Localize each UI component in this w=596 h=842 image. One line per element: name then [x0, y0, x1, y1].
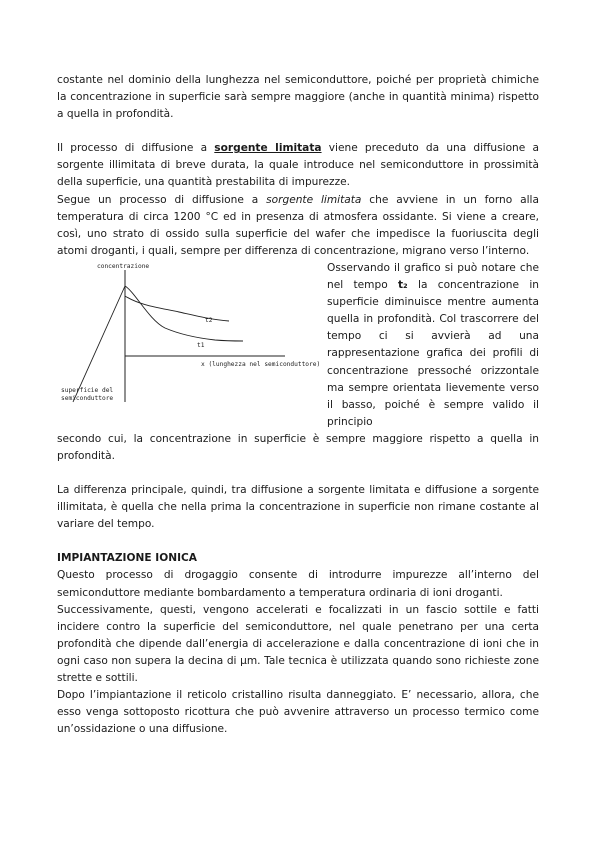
- paragraph-2-text: Il processo di diffusione a: [57, 142, 215, 155]
- paragraph-5: La differenza principale, quindi, tra diffusione a sorgente limitata e diffusione a sorgente illimitata, è quella che nella prima la concentrazione in superficie non rimane costante al variare del tempo.: [57, 484, 539, 531]
- paragraph-3: [57, 192, 539, 260]
- paragraph-3-text-end: che avviene in un forno alla temperatura di circa 1200 °C ed in presenza di atmosfera ossidante. Si viene a creare, così, uno strato di ossido sulla superficie del wafer che impedisce la fuoriuscita degli atomi droganti, i quali, sempre per differenza di concentrazione, migrano verso l’interno.: [57, 193, 539, 257]
- curve-t2: [125, 296, 229, 321]
- paragraph-6: Questo processo di drogaggio consente di introdurre impurezze all’interno del semiconduttore mediante bombardamento a temperatura ordinaria di ioni droganti.: [57, 569, 539, 599]
- paragraph-7: Successivamente, questi, vengono accelerati e focalizzati in un fascio sottile e fatti incidere contro la superficie del semiconduttore, nel quale penetrano per una certa profondità che dipende dall’energia di accelerazione e dalla concentrazione di ioni che in ogni caso non supera la decina di µm. Tale tecnica è utilizzata quando sono richieste zone strette e sottili.: [57, 603, 539, 684]
- paragraph-1: costante nel dominio della lunghezza nel semiconduttore, poiché per proprietà chimiche la concentrazione in superficie sarà sempre maggiore (anche in quantità minima) rispetto a quella in profondità.: [57, 74, 539, 121]
- figure-row: [57, 260, 539, 431]
- surface-label-line-1: superficie del: [61, 386, 114, 394]
- document-page: [57, 72, 539, 738]
- paragraph-2-text-end: viene preceduto da una diffusione a sorgente illimitata di breve durata, la quale introduce nel semiconduttore in prossimità della superficie, una quantità prestabilita di impurezze.: [57, 142, 539, 189]
- graph-description: [327, 260, 539, 431]
- surface-line: [73, 286, 125, 402]
- curve-t2-label: t2: [205, 316, 213, 324]
- bold-t2: t₂: [397, 279, 408, 292]
- italic-term: sorgente limitata: [266, 193, 362, 206]
- curve-t1-label: t1: [197, 341, 205, 349]
- underlined-term: sorgente limitata: [214, 142, 322, 155]
- graph-svg: [57, 260, 327, 410]
- y-axis-label: concentrazione: [97, 262, 150, 270]
- surface-label-line-2: semiconduttore: [61, 394, 114, 402]
- paragraph-3-text: Segue un processo di diffusione a: [57, 193, 267, 206]
- x-axis-label: x (lunghezza nel semiconduttore): [201, 360, 321, 368]
- section-heading: IMPIANTAZIONE IONICA: [57, 552, 198, 565]
- concentration-graph: [57, 260, 327, 410]
- graph-description-text-end: la concentrazione in superficie diminuisce mentre aumenta quella in profondità. Col trascorrere del tempo ci si avvierà ad una rappresentazione grafica dei profili di concentrazione pressoché orizzontale ma sempre orientata lievemente verso il basso, poiché è sempre valido il principio: [327, 279, 539, 428]
- paragraph-4: secondo cui, la concentrazione in superficie è sempre maggiore rispetto a quella in profondità.: [57, 432, 539, 462]
- paragraph-2: [57, 140, 539, 191]
- paragraph-8: Dopo l’impiantazione il reticolo cristallino risulta danneggiato. E’ necessario, allora, che esso venga sottoposto ricottura che può avvenire attraverso un processo termico come un’ossidazione o una diffusione.: [57, 689, 539, 736]
- graph-description-text: Osservando il grafico si può notare che nel tempo: [327, 261, 539, 292]
